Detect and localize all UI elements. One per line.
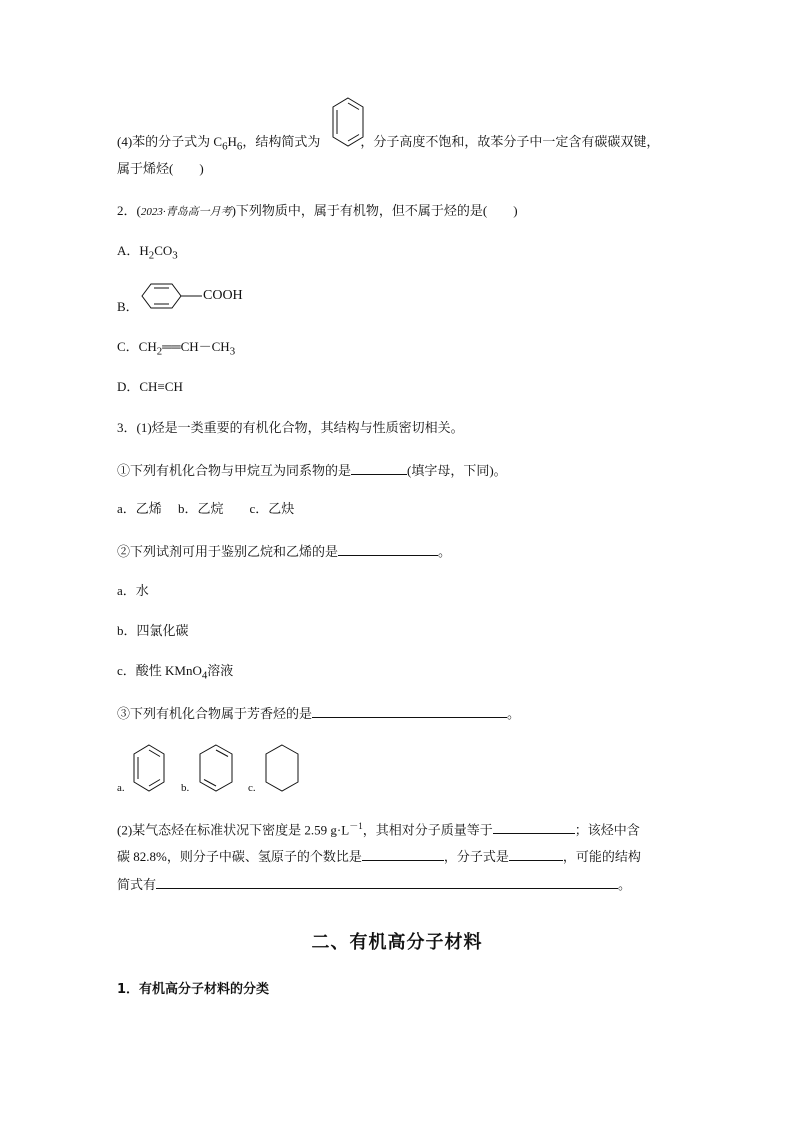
q3-sub2-text: 。 (438, 544, 452, 559)
q3-stem: 3．(1)烃是一类重要的有机化合物，其结构与性质密切相关。 (117, 420, 464, 435)
benzoic-acid-structure (140, 281, 204, 311)
q3-sub1-text: (填字母，下同)。 (407, 463, 507, 478)
q3-part2-text: ，其相对分子质量等于 (362, 822, 493, 838)
section-title: 二、有机高分子材料 (311, 932, 483, 953)
q2-stem (117, 202, 518, 221)
item4-text: H (227, 134, 237, 149)
q2-number: 2．( (117, 203, 141, 218)
q3-part2-text: (2)某气态烃在标准状况下密度是 2.59 g·L (117, 822, 350, 838)
q3-part2-text: 简式有 (117, 877, 157, 892)
q2-option-c-sub: 2 (156, 345, 163, 358)
q3-part2-line2 (117, 846, 641, 866)
item4-text: (4)苯的分子式为 C (117, 134, 223, 149)
q2-option-a-text: A．H (117, 243, 149, 258)
q3-part2-text: 碳 82.8%，则分子中碳、氢原子的个数比是 (117, 849, 362, 864)
q2-option-c-sub: 3 (229, 345, 236, 358)
q3-sub2-option-b: b．四氯化碳 (117, 623, 189, 638)
q3-part2-text: 。 (618, 877, 632, 892)
answer-blank[interactable] (362, 846, 444, 861)
q2-option-b-label: B． (117, 299, 139, 314)
q2-option-c-text: C．CH (117, 339, 157, 354)
cyclohexane-structure (264, 743, 300, 795)
item4-sub: 6 (222, 140, 228, 153)
item4-sub: 6 (236, 140, 243, 153)
answer-blank[interactable] (338, 541, 438, 556)
answer-blank[interactable] (509, 846, 563, 861)
q3-sub2-option-c (117, 662, 233, 685)
q3-part2-text: ；该烃中含 (574, 822, 640, 838)
q3-sub2-option-a: a．水 (117, 583, 149, 598)
item4-line2: 属于烯烃( ) (117, 161, 204, 176)
answer-blank[interactable] (156, 874, 618, 889)
benzene-kekule-structure (331, 96, 365, 150)
q3-sub2 (117, 541, 451, 561)
item4-text: ，结构简式为 (242, 134, 321, 149)
ring-label-c: c. (248, 782, 256, 794)
q2-option-d: D．CH≡CH (117, 379, 183, 394)
q3-sub1-options: a．乙烯 b．乙烷 c．乙炔 (117, 501, 295, 516)
q3-sub1 (117, 460, 507, 480)
q2-option-a-sub: 2 (148, 249, 155, 262)
q2-option-a-sub: 3 (172, 249, 178, 262)
answer-blank[interactable] (493, 819, 575, 834)
q3-part2-line3 (117, 874, 631, 894)
q2-option-c-text: ══CH－CH (162, 339, 230, 354)
q3-sub1-text: ①下列有机化合物与甲烷互为同系物的是 (117, 463, 352, 478)
item4-text: ，分子高度不饱和，故苯分子中一定含有碳碳双键， (360, 134, 660, 149)
q3-part2-line1 (117, 817, 640, 839)
item4-line1 (117, 133, 659, 156)
q3-part2-text: ，分子式是 (443, 849, 509, 864)
section-subheading: 1．有机高分子材料的分类 (117, 982, 270, 997)
ring-label-a: a. (117, 782, 125, 794)
q3-sub2-option-c-text: 溶液 (207, 663, 234, 678)
q2-option-a (117, 242, 178, 265)
q2-option-a-text: CO (154, 243, 173, 258)
q2-option-c (117, 338, 235, 361)
answer-blank[interactable] (351, 460, 407, 475)
q3-sub2-option-c-sub: 4 (201, 669, 208, 682)
benzene-structure (132, 743, 166, 795)
cooh-group: COOH (203, 288, 243, 303)
q3-part2-sup: －1 (349, 821, 363, 831)
q3-sub3-text: 。 (507, 706, 521, 721)
q2-stem-text: )下列物质中，属于有机物，但不属于烃的是( ) (231, 203, 518, 218)
q3-sub2-text: ②下列试剂可用于鉴别乙烷和乙烯的是 (117, 544, 339, 559)
q3-sub3 (117, 703, 520, 723)
q3-sub2-option-c-text: c．酸性 KMnO (117, 663, 202, 678)
answer-blank[interactable] (312, 703, 507, 718)
ring-label-b: b. (181, 782, 190, 794)
q3-part2-text: ，可能的结构 (562, 849, 641, 864)
cyclohexadiene-structure (198, 743, 234, 795)
q3-sub3-text: ③下列有机化合物属于芳香烃的是 (117, 706, 313, 721)
q2-source: 2023·青岛高一月考 (140, 206, 232, 218)
